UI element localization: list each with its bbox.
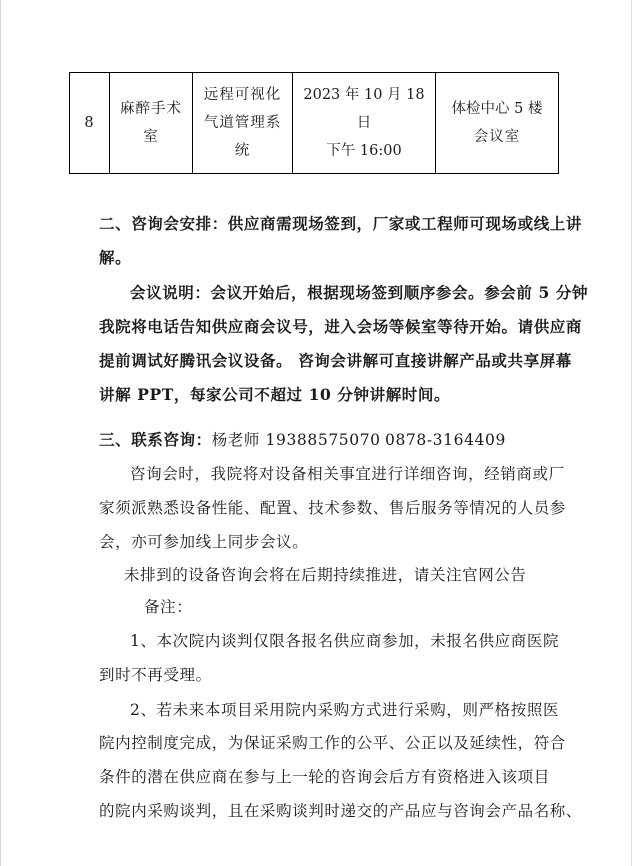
section2-heading-line1: 二、咨询会安排：供应商需现场签到，厂家或工程师可现场或线上讲 — [99, 214, 583, 233]
department-cell — [110, 73, 193, 174]
note-2-line: 院内控制度完成，为保证采购工作的公平、公正以及延续性，符合 — [99, 734, 566, 752]
device-line: 气道管理系 — [203, 115, 282, 131]
meeting-note-line: 我院将电话告知供应商会议号，进入会场等候室等待开始。请供应商 — [99, 317, 583, 336]
location-line: 会议室 — [473, 129, 521, 145]
note-2-line: 条件的潜在供应商在参与上一轮的咨询会后方有资格进入该项目 — [99, 768, 550, 786]
device-line: 远程可视化 — [203, 87, 282, 103]
meeting-note-line: 提前调试好腾讯会议设备。 咨询会讲解可直接讲解产品或共享屏幕 — [99, 351, 572, 370]
note-2-line: 2、若未来本项目采用院内采购方式进行采购，则严格按照医 — [130, 701, 560, 719]
table-row — [70, 73, 559, 174]
consult-para-line: 会，亦可参加线上同步会议。 — [99, 533, 309, 551]
contact-heading: 三、联系咨询： — [99, 430, 212, 449]
device-cell — [193, 73, 293, 174]
date-line: 2023 年 10 月 18 日 — [303, 87, 425, 131]
time-line: 下午 16:00 — [326, 143, 402, 159]
contact-phone-mobile: 19388575070 — [265, 431, 381, 449]
followup-notice: 未排到的设备咨询会将在后期持续推进，请关注官网公告 — [124, 566, 527, 584]
schedule-table — [69, 72, 559, 174]
contact-line — [99, 430, 381, 450]
note-1-line: 到时不再受理。 — [99, 666, 212, 684]
department-line: 室 — [143, 129, 159, 145]
time-cell — [293, 73, 436, 174]
department-line: 麻醉手术 — [120, 101, 182, 117]
location-line: 体检中心 5 楼 — [451, 101, 543, 117]
contact-name: 杨老师 — [211, 431, 261, 449]
note-2-line: 的院内采购谈判，且在采购谈判时递交的产品应与咨询会产品名称、 — [99, 802, 583, 820]
device-line: 统 — [234, 143, 251, 159]
note-1-line: 1、本次院内谈判仅限各报名供应商参加，未报名供应商医院 — [130, 632, 560, 650]
notes-label: 备注： — [144, 598, 193, 616]
contact-phone-landline: 0878-3164409 — [385, 431, 506, 449]
meeting-note-line: 讲解 PPT，每家公司不超过 10 分钟讲解时间。 — [99, 385, 451, 404]
section2-heading-line2: 解。 — [99, 248, 132, 267]
row-number: 8 — [84, 115, 95, 131]
consult-para-line: 咨询会时，我院将对设备相关事宜进行详细咨询，经销商或厂 — [130, 465, 565, 483]
meeting-note-line: 会议说明：会议开始后，根据现场签到顺序参会。参会前 5 分钟 — [130, 283, 589, 302]
consult-para-line: 家须派熟悉设备性能、配置、技术参数、售后服务等情况的人员参 — [99, 499, 566, 517]
row-number-cell — [70, 73, 110, 174]
location-cell — [436, 73, 559, 174]
